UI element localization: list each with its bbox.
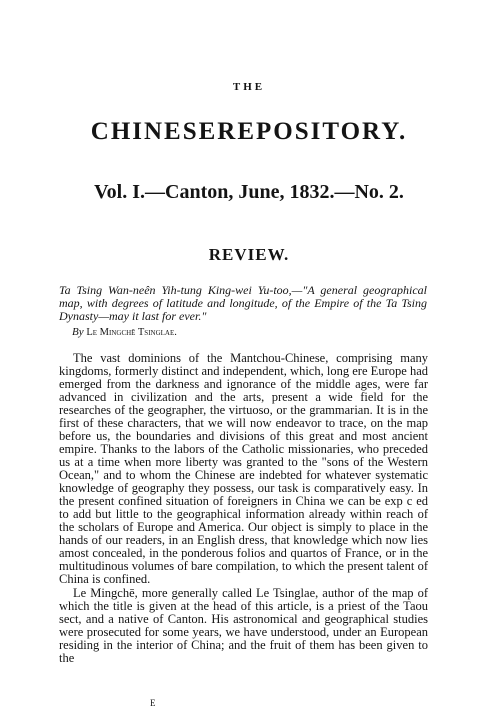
article-body [59,352,428,665]
journal-title: CHINESEREPOSITORY. [90,118,408,145]
byline-author: Le Mingchē Tsinglae. [86,327,177,338]
byline [72,326,177,338]
paragraph: The vast dominions of the Mantchou-Chinese, comprising many kingdoms, formerly distinct and independent, which, long ere Europe had emerged from the darkness and ignorance of the middle ages, were far advanced in civilization and the arts, present a wide field for the researches of the geographer, the virtuoso, or the grammarian. It is in the first of these characters, that we will now endeavor to trace, on the map before us, the boundaries and divisions of this great and most ancient empire. Thanks to the labors of the Catholic missionaries, who preceded us at a time when more liberty was granted to the "sons of the Western Ocean," and to whom the Chinese are indebted for whatever systematic knowledge of geography they possess, our task is comparatively easy. In the present confined situation of foreigners in China we can be exp c ed to add but little to the geographical information already within reach of the scholars of Europe and America. Our object is simply to place in the hands of our readers, in an English dress, that knowledge which now lies amost concealed, in the ponderous folios and quartos of France, or in the multitudinous volumes of bare compilation, to which the present talent of China is confined. [59,351,428,586]
paragraph: Le Mingchē, more generally called Le Tsinglae, author of the map of which the title is given at the head of this article, is a priest of the Taou sect, and a native of Canton. His astronomical and geographical studies were prosecuted for some years, we have understood, under an European residing in the interior of China; and the fruit of them has been given to the [59,586,428,665]
signature-mark: E [150,698,156,708]
work-citation: Ta Tsing Wan-neên Yih-tung King-wei Yu-too,—"A general geographical map, with degrees of latitude and longitude, of the Empire of the Ta Tsing Dynasty—may it last for ever." [59,283,427,323]
byline-prefix: By [72,326,87,338]
masthead-article: THE [232,81,266,93]
volume-line: Vol. I.—Canton, June, 1832.—No. 2. [94,181,404,203]
section-title: REVIEW. [208,245,290,264]
